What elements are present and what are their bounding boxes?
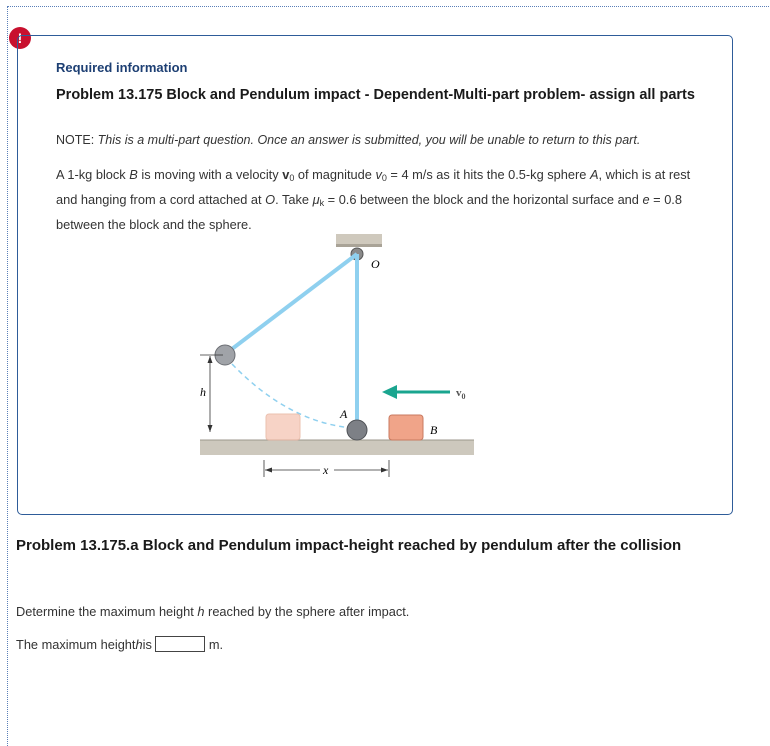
label-v0-sub: 0 [461,392,466,401]
h-arrow-top [208,356,213,363]
swung-cord [228,254,357,352]
label-v0-main: v [456,387,462,399]
answer-var: h [135,636,143,652]
statement-text: = 0.6 between the block and the horizontal surface and [324,192,643,207]
answer-row [16,636,223,652]
alert-icon: ! [9,27,31,49]
ghost-block [266,414,300,440]
label-b: B [430,423,438,437]
label-o: O [371,257,380,271]
label-v0 [456,387,466,401]
statement-text: , which is at rest and hanging from a cord attached at [56,167,691,207]
sphere-a [347,420,367,440]
desc-text: Determine the maximum height [16,604,198,619]
velocity-arrowhead [382,385,397,399]
statement-var: e [642,192,650,207]
pendulum-figure [178,232,478,492]
x-arrow-left [265,468,272,473]
label-a: A [340,407,348,421]
statement-text: A 1-kg block [56,167,130,182]
problem-title: Problem 13.175 Block and Pendulum impact - Dependent-Multi-part problem- assign all parts [56,87,695,103]
note [56,133,706,148]
statement-var: μ [312,192,320,207]
statement-var: A [589,167,599,182]
statement-var: O [265,192,276,207]
statement-var: v [282,167,290,182]
statement-var: B [129,167,138,182]
statement-sub: k [319,198,325,208]
note-prefix: NOTE: [56,133,98,147]
statement-var: v [375,167,382,182]
statement-text: = 0.8 between the block and the sphere. [56,192,682,232]
label-h: h [200,385,206,399]
note-text: This is a multi-part question. Once an answer is submitted, you will be unable to return to this part. [97,133,641,147]
statement-text: = 4 m/s as it hits the 0.5-kg sphere [386,167,590,182]
floor [200,440,474,455]
statement-text: of magnitude [294,167,376,182]
answer-text: The maximum height [16,636,136,652]
statement-text: is moving with a velocity [137,167,283,182]
statement-sub: 0 [289,173,295,183]
block-b [389,415,423,440]
statement-sub: 0 [381,173,387,183]
unit-label: m. [208,636,224,652]
desc-text: reached by the sphere after impact. [204,604,410,619]
statement-text: . Take [275,192,313,207]
height-answer-input[interactable] [155,636,205,652]
part-title: Problem 13.175.a Block and Pendulum impact-height reached by pendulum after the collision [16,537,682,554]
desc-var: h [197,604,205,619]
h-arrow-bottom [208,425,213,432]
problem-statement [56,164,706,235]
part-description [16,604,409,619]
required-information-label: Required information [56,60,188,75]
x-arrow-right [381,468,388,473]
required-information-panel [17,35,733,515]
ceiling-support-edge [336,244,382,247]
label-x: x [323,463,329,477]
answer-text: is [142,636,152,652]
